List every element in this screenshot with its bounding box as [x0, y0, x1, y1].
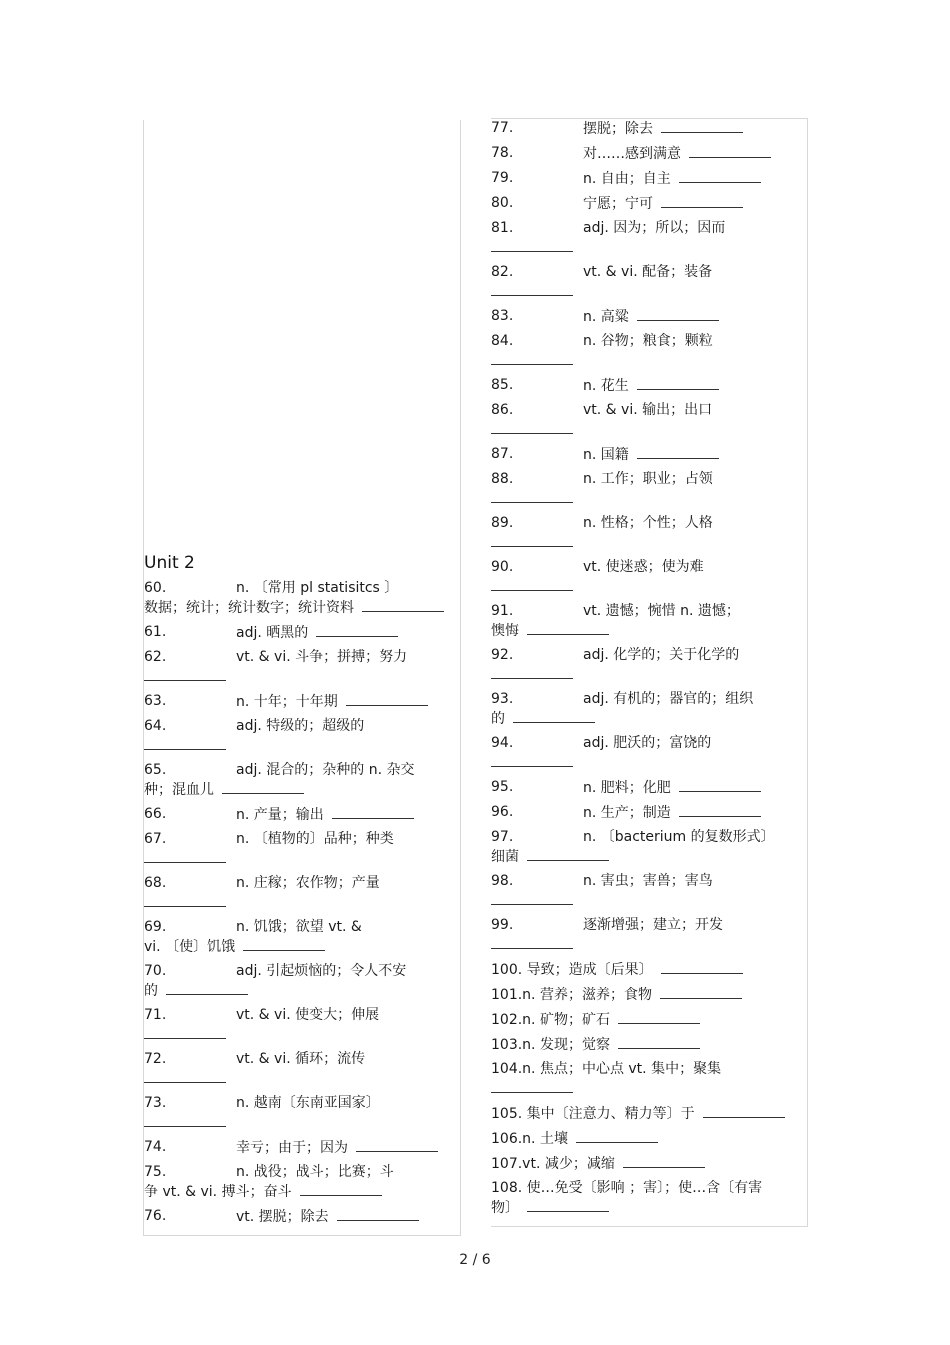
entry-continuation — [144, 1069, 226, 1089]
entry-text: 106.n. 土壤 — [491, 1129, 658, 1149]
entry-text: 104.n. 焦点；中心点 vt. 集中；聚集 — [491, 1061, 722, 1077]
entry-number: 96. — [491, 804, 514, 820]
vocab-entry — [144, 1138, 460, 1157]
entry-number: 67. — [144, 831, 167, 847]
entry-number: 72. — [144, 1051, 167, 1067]
entry-definition: vt. 使迷惑；使为难 — [583, 559, 704, 575]
entry-number: 73. — [144, 1095, 167, 1111]
entry-number: 69. — [144, 919, 167, 935]
entry-continuation: 的 — [144, 981, 248, 1001]
entry-definition: n. 肥料；化肥 — [583, 778, 761, 798]
left-column — [143, 120, 461, 1236]
entry-continuation — [144, 849, 226, 869]
answer-blank[interactable] — [491, 489, 573, 503]
answer-blank[interactable] — [513, 709, 595, 723]
entry-definition: n. 花生 — [583, 376, 719, 396]
vocab-entry — [144, 805, 460, 824]
vocab-entry — [491, 778, 807, 797]
vocab-entry — [491, 872, 807, 910]
entry-definition: vt. & vi. 使变大；伸展 — [236, 1007, 380, 1023]
vocab-entry — [144, 1050, 460, 1088]
answer-blank[interactable] — [679, 803, 761, 817]
vocab-entry — [491, 144, 807, 163]
answer-blank[interactable] — [222, 780, 304, 794]
vocab-entry — [491, 646, 807, 684]
entry-continuation — [144, 736, 226, 756]
entry-text: 103.n. 发现；觉察 — [491, 1035, 700, 1055]
entry-continuation — [144, 667, 226, 687]
vocab-entry — [491, 169, 807, 188]
entry-definition: vt. & vi. 输出；出口 — [583, 402, 713, 418]
answer-blank[interactable] — [703, 1104, 785, 1118]
answer-blank[interactable] — [661, 960, 743, 974]
answer-blank[interactable] — [618, 1010, 700, 1024]
entry-definition: adj. 有机的；器官的；组织 — [583, 691, 754, 707]
vocab-entry — [144, 761, 460, 799]
entry-number: 87. — [491, 446, 514, 462]
vocab-entry — [491, 1104, 807, 1123]
entry-continuation — [491, 420, 573, 440]
vocab-entry — [144, 1207, 460, 1226]
entry-definition: 摆脱；除去 — [583, 119, 743, 139]
vocab-entry — [491, 263, 807, 301]
answer-blank[interactable] — [491, 238, 573, 252]
entry-definition: adj. 特级的；超级的 — [236, 718, 365, 734]
vocab-entry — [144, 918, 460, 956]
vocab-entry — [491, 219, 807, 257]
entry-number: 62. — [144, 649, 167, 665]
vocab-entry — [144, 874, 460, 912]
answer-blank[interactable] — [491, 665, 573, 679]
entry-continuation — [491, 489, 573, 509]
entry-continuation — [144, 1025, 226, 1045]
entry-number: 90. — [491, 559, 514, 575]
entry-definition: n. 害虫；害兽；害鸟 — [583, 873, 713, 889]
entry-number: 64. — [144, 718, 167, 734]
left-entry-list — [144, 579, 460, 1232]
vocab-entry — [491, 470, 807, 508]
page-number: 2 / 6 — [459, 1252, 491, 1268]
entry-definition: n. 战役；战斗；比赛；斗 — [236, 1164, 394, 1180]
entry-continuation: 细菌 — [491, 847, 609, 867]
vocab-entry — [144, 648, 460, 686]
vocab-entry — [491, 916, 807, 954]
entry-continuation: 的 — [491, 709, 595, 729]
entry-number: 81. — [491, 220, 514, 236]
vocab-entry — [144, 1163, 460, 1201]
vocab-entry — [491, 1010, 807, 1029]
entry-definition: adj. 引起烦恼的；令人不安 — [236, 963, 407, 979]
entry-definition: n. 十年；十年期 — [236, 692, 428, 712]
entry-definition: n. 产量；输出 — [236, 805, 414, 825]
answer-blank[interactable] — [623, 1154, 705, 1168]
answer-blank[interactable] — [332, 805, 414, 819]
entry-definition: n. 高粱 — [583, 307, 719, 327]
entry-number: 94. — [491, 735, 514, 751]
entry-number: 86. — [491, 402, 514, 418]
entry-definition: adj. 混合的；杂种的 n. 杂交 — [236, 762, 415, 778]
entry-number: 79. — [491, 170, 514, 186]
entry-definition: n. 庄稼；农作物；产量 — [236, 875, 380, 891]
answer-blank[interactable] — [144, 1113, 226, 1127]
entry-definition: n. 谷物；粮食；颗粒 — [583, 333, 713, 349]
answer-blank[interactable] — [689, 144, 771, 158]
entry-continuation: 种；混血儿 — [144, 780, 304, 800]
entry-continuation: 数据；统计；统计数字；统计资料 — [144, 598, 444, 618]
entry-number: 85. — [491, 377, 514, 393]
answer-blank[interactable] — [527, 1198, 609, 1212]
answer-blank[interactable] — [637, 376, 719, 390]
answer-blank[interactable] — [660, 985, 742, 999]
vocab-entry — [491, 985, 807, 1004]
answer-blank[interactable] — [637, 307, 719, 321]
entry-number: 63. — [144, 693, 167, 709]
entry-number: 60. — [144, 580, 167, 596]
entry-continuation — [491, 935, 573, 955]
entry-definition: n. 〔植物的〕品种；种类 — [236, 831, 394, 847]
vocab-entry — [491, 602, 807, 640]
entry-text: 101.n. 营养；滋养；食物 — [491, 985, 742, 1005]
answer-blank[interactable] — [144, 667, 226, 681]
entry-number: 80. — [491, 195, 514, 211]
entry-definition: adj. 肥沃的；富饶的 — [583, 735, 712, 751]
entry-number: 95. — [491, 779, 514, 795]
entry-definition: n. 生产；制造 — [583, 803, 761, 823]
entry-number: 88. — [491, 471, 514, 487]
entry-definition: adj. 化学的；关于化学的 — [583, 647, 740, 663]
entry-definition: vt. 摆脱；除去 — [236, 1207, 419, 1227]
entry-continuation — [491, 665, 573, 685]
answer-blank[interactable] — [166, 981, 248, 995]
entry-number: 78. — [491, 145, 514, 161]
vocab-entry — [491, 960, 807, 979]
entry-definition: vt. & vi. 配备；装备 — [583, 264, 713, 280]
vocab-entry — [491, 1129, 807, 1148]
entry-number: 77. — [491, 120, 514, 136]
entry-number: 84. — [491, 333, 514, 349]
vocab-entry — [144, 830, 460, 868]
entry-number: 89. — [491, 515, 514, 531]
vocab-entry — [491, 828, 807, 866]
vocab-entry — [491, 332, 807, 370]
vocab-entry — [144, 717, 460, 755]
answer-blank[interactable] — [527, 847, 609, 861]
entry-text: 108. 使…免受〔影响 ；害〕；使…含〔有害 — [491, 1180, 763, 1196]
answer-blank[interactable] — [661, 119, 743, 133]
answer-blank[interactable] — [491, 935, 573, 949]
vocab-entry — [491, 734, 807, 772]
entry-number: 70. — [144, 963, 167, 979]
entry-definition: n. 越南〔东南亚国家〕 — [236, 1095, 380, 1111]
answer-blank[interactable] — [491, 891, 573, 905]
answer-blank[interactable] — [300, 1182, 382, 1196]
entry-definition: vt. & vi. 斗争；拼搏；努力 — [236, 649, 408, 665]
entry-definition: n. 饥饿；欲望 vt. & — [236, 919, 362, 935]
entry-continuation — [491, 891, 573, 911]
vocab-entry — [144, 962, 460, 1000]
answer-blank[interactable] — [491, 753, 573, 767]
entry-continuation — [491, 282, 573, 302]
vocab-entry — [491, 307, 807, 326]
entry-number: 99. — [491, 917, 514, 933]
entry-number: 76. — [144, 1208, 167, 1224]
answer-blank[interactable] — [491, 1079, 573, 1093]
entry-continuation — [491, 1079, 573, 1099]
entry-number: 92. — [491, 647, 514, 663]
entry-definition: adj. 因为；所以；因而 — [583, 220, 726, 236]
vocab-entry — [491, 119, 807, 138]
entry-number: 71. — [144, 1007, 167, 1023]
vocab-entry — [491, 1179, 807, 1217]
answer-blank[interactable] — [144, 1025, 226, 1039]
answer-blank[interactable] — [243, 937, 325, 951]
entry-definition: n. 自由；自主 — [583, 169, 761, 189]
entry-continuation — [491, 351, 573, 371]
answer-blank[interactable] — [637, 445, 719, 459]
answer-blank[interactable] — [362, 598, 444, 612]
unit-title: Unit 2 — [144, 553, 195, 573]
entry-continuation — [491, 577, 573, 597]
vocab-entry — [491, 194, 807, 213]
entry-continuation: vi. 〔使〕饥饿 — [144, 937, 325, 957]
entry-definition: adj. 晒黑的 — [236, 623, 398, 643]
entry-continuation — [144, 893, 226, 913]
right-entry-list — [491, 119, 807, 1223]
entry-number: 74. — [144, 1139, 167, 1155]
entry-number: 75. — [144, 1164, 167, 1180]
answer-blank[interactable] — [356, 1138, 438, 1152]
vocab-entry — [144, 579, 460, 617]
entry-number: 91. — [491, 603, 514, 619]
entry-definition: 宁愿；宁可 — [583, 194, 743, 214]
answer-blank[interactable] — [576, 1129, 658, 1143]
entry-definition: n. 〔常用 pl statisitcs 〕 — [236, 580, 399, 596]
entry-number: 66. — [144, 806, 167, 822]
answer-blank[interactable] — [491, 420, 573, 434]
entry-continuation — [144, 1113, 226, 1133]
entry-definition: n. 国籍 — [583, 445, 719, 465]
answer-blank[interactable] — [679, 778, 761, 792]
entry-definition: n. 〔bacterium 的复数形式〕 — [583, 829, 775, 845]
entry-text: 102.n. 矿物；矿石 — [491, 1010, 700, 1030]
vocab-entry — [491, 1060, 807, 1098]
right-column — [491, 118, 808, 1227]
entry-continuation — [491, 753, 573, 773]
entry-number: 82. — [491, 264, 514, 280]
entry-definition: vt. 遗憾；惋惜 n. 遗憾； — [583, 603, 740, 619]
vocab-entry — [491, 376, 807, 395]
answer-blank[interactable] — [491, 533, 573, 547]
vocab-entry — [144, 1006, 460, 1044]
answer-blank[interactable] — [144, 1069, 226, 1083]
vocab-entry — [144, 1094, 460, 1132]
entry-number: 93. — [491, 691, 514, 707]
vocab-entry — [491, 558, 807, 596]
vocab-entry — [491, 1154, 807, 1173]
entry-continuation — [491, 238, 573, 258]
answer-blank[interactable] — [661, 194, 743, 208]
answer-blank[interactable] — [618, 1035, 700, 1049]
entry-text: 107.vt. 减少；减缩 — [491, 1154, 705, 1174]
entry-definition: 幸亏；由于；因为 — [236, 1138, 438, 1158]
answer-blank[interactable] — [491, 351, 573, 365]
entry-continuation: 物〕 — [491, 1198, 609, 1218]
vocab-entry — [491, 514, 807, 552]
answer-blank[interactable] — [144, 736, 226, 750]
answer-blank[interactable] — [491, 577, 573, 591]
vocab-entry — [144, 692, 460, 711]
entry-definition: vt. & vi. 循环；流传 — [236, 1051, 366, 1067]
vocab-entry — [144, 623, 460, 642]
vocab-entry — [491, 690, 807, 728]
answer-blank[interactable] — [346, 692, 428, 706]
entry-number: 68. — [144, 875, 167, 891]
answer-blank[interactable] — [144, 849, 226, 863]
entry-number: 97. — [491, 829, 514, 845]
answer-blank[interactable] — [316, 623, 398, 637]
entry-continuation: 争 vt. & vi. 搏斗；奋斗 — [144, 1182, 382, 1202]
entry-definition: 逐渐增强；建立；开发 — [583, 917, 723, 933]
vocab-entry — [491, 445, 807, 464]
entry-number: 61. — [144, 624, 167, 640]
answer-blank[interactable] — [144, 893, 226, 907]
answer-blank[interactable] — [337, 1207, 419, 1221]
entry-number: 98. — [491, 873, 514, 889]
answer-blank[interactable] — [679, 169, 761, 183]
entry-definition: n. 工作；职业；占领 — [583, 471, 713, 487]
vocab-entry — [491, 401, 807, 439]
entry-definition: 对……感到满意 — [583, 144, 771, 164]
entry-definition: n. 性格；个性；人格 — [583, 515, 713, 531]
entry-text: 100. 导致；造成〔后果〕 — [491, 960, 743, 980]
answer-blank[interactable] — [527, 621, 609, 635]
answer-blank[interactable] — [491, 282, 573, 296]
vocab-entry — [491, 803, 807, 822]
vocab-entry — [491, 1035, 807, 1054]
entry-number: 65. — [144, 762, 167, 778]
entry-text: 105. 集中〔注意力、精力等〕于 — [491, 1104, 785, 1124]
entry-continuation: 懊悔 — [491, 621, 609, 641]
entry-number: 83. — [491, 308, 514, 324]
entry-continuation — [491, 533, 573, 553]
